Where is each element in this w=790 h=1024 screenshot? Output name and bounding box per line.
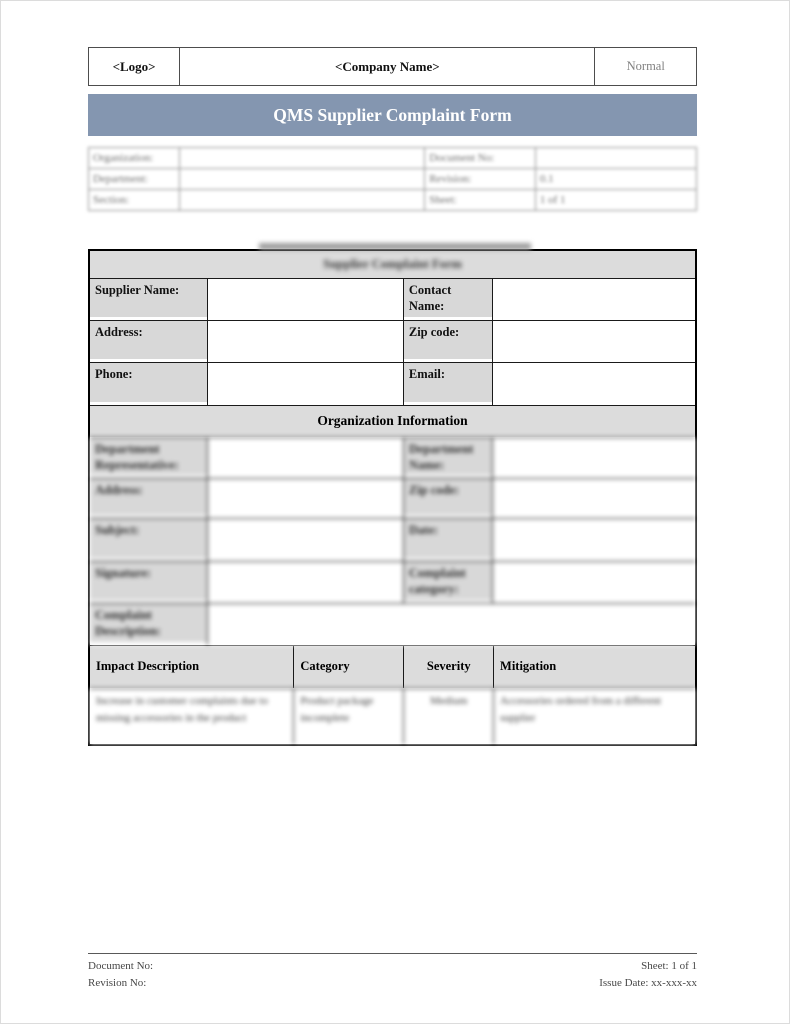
document-no-label: Document No: [425,148,536,169]
footer-sheet: Sheet: 1 of 1 [641,960,697,972]
footer-document-no: Document No: [88,960,154,972]
org-zip-code-field[interactable] [493,478,695,518]
department-field[interactable] [179,169,425,190]
organization-field[interactable] [179,148,425,169]
date-label: Date: [403,518,493,561]
supplier-name-field[interactable] [208,279,403,321]
organization-label: Organization: [89,148,180,169]
impact-data-table [90,688,695,745]
organization-info-header: Organization Information [90,405,695,437]
address-label: Address: [90,321,208,363]
impact-header-row [90,645,695,688]
table-row [90,363,695,405]
form-title: Supplier Complaint Form [323,257,462,271]
title-banner [88,94,697,136]
blurred-divider-strip [259,243,531,250]
table-row [90,321,695,363]
org-address-field[interactable] [208,478,403,518]
header-table [88,47,697,86]
complaint-category-label: Complaint category: [403,561,493,603]
logo-placeholder: <Logo> [89,48,180,86]
department-label: Department: [89,169,180,190]
table-row [90,279,695,321]
meta-row [89,169,697,190]
severity-header: Severity [404,646,494,688]
table-row [90,646,695,688]
impact-description-header: Impact Description [90,646,294,688]
complaint-category-field[interactable] [493,561,695,603]
address-field[interactable] [208,321,403,363]
impact-description-cell: Increase in customer complaints due to missing accessories in the product [90,688,294,744]
zip-code-field[interactable] [493,321,695,363]
complaint-description-field[interactable] [208,603,695,645]
document-no-field[interactable] [535,148,696,169]
meta-row [89,190,697,211]
classification-label: Normal [595,48,697,86]
table-row [90,478,695,518]
footer-revision-no: Revision No: [88,976,147,989]
table-row [90,561,695,603]
page-footer [88,953,697,991]
doc-meta-table [88,147,697,211]
complaint-form-table [88,249,697,746]
revision-value: 0.1 [535,169,696,190]
contact-name-field[interactable] [493,279,695,321]
meta-row [89,148,697,169]
section-label: Section: [89,190,180,211]
company-name: <Company Name> [180,48,595,86]
org-zip-code-label: Zip code: [403,478,493,518]
department-representative-field[interactable] [208,437,403,478]
email-label: Email: [403,363,493,405]
sheet-value: 1 of 1 [535,190,696,211]
severity-cell: Medium [404,688,494,744]
signature-label: Signature: [90,561,208,603]
table-row [90,437,695,478]
category-header: Category [294,646,404,688]
table-row [90,518,695,561]
department-name-field[interactable] [493,437,695,478]
table-row [90,688,695,744]
mitigation-cell: Accessories ordered from a different supplier [494,688,695,744]
department-name-label: Department Name: [403,437,493,478]
org-address-label: Address: [90,478,208,518]
form-title-row [90,251,695,278]
supplier-info-table [90,278,695,405]
complaint-description-label: Complaint Description: [90,603,208,645]
subject-label: Subject: [90,518,208,561]
email-field[interactable] [493,363,695,405]
category-cell: Product package incomplete [294,688,404,744]
date-field[interactable] [493,518,695,561]
department-representative-label: Department Representative: [90,437,208,478]
phone-field[interactable] [208,363,403,405]
supplier-name-label: Supplier Name: [90,279,208,321]
contact-name-label: Contact Name: [403,279,493,321]
table-row [90,603,695,645]
footer-issue-date: Issue Date: xx-xxx-xx [599,976,697,989]
sheet-label: Sheet: [425,190,536,211]
revision-label: Revision: [425,169,536,190]
phone-label: Phone: [90,363,208,405]
section-field[interactable] [179,190,425,211]
zip-code-label: Zip code: [403,321,493,363]
page-title: QMS Supplier Complaint Form [273,104,512,125]
signature-field[interactable] [208,561,403,603]
organization-info-table [90,437,695,646]
mitigation-header: Mitigation [494,646,695,688]
subject-field[interactable] [208,518,403,561]
